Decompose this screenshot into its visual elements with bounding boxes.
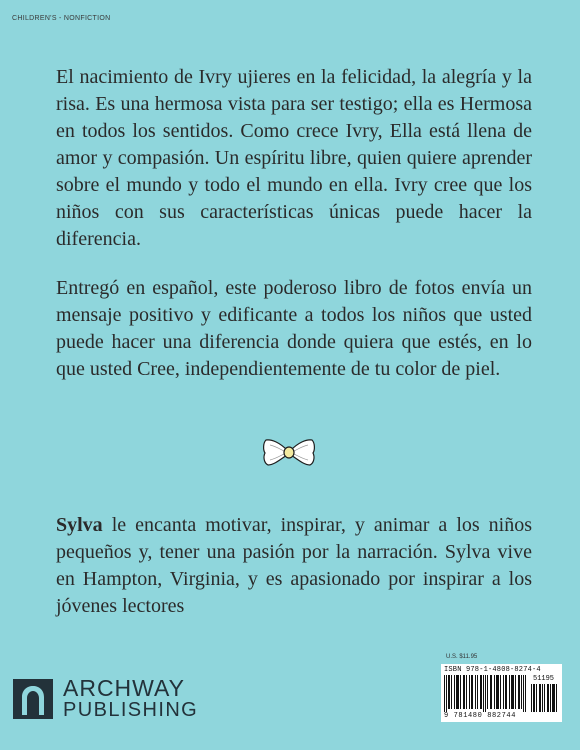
price-barcode-bars	[531, 684, 558, 712]
price-label: U.S. $11.95	[446, 654, 478, 660]
blurb-paragraph-2: Entregó en español, este poderoso libro de fotos envía un mensaje positivo y edificante a todos los niños que usted puede hacer una diferencia donde quiera que estés, en lo que usted Cree, independientemente de tu color de piel.	[56, 277, 532, 380]
blurb-paragraph-1: El nacimiento de Ivry ujieres en la felicidad, la alegría y la risa. Es una hermosa vista para ser testigo; ella es Hermosa en todos los sentidos. Como crece Ivry, Ella está llena de amor y compasión. Un espíritu libre, quien quiere aprender sobre el mundo y todo el mundo en ella. Ivry cree que los niños con sus características únicas puede hacer la diferencia.	[56, 66, 532, 250]
ean-barcode-bars	[444, 675, 528, 712]
ean-digits: 9 781480 882744	[444, 712, 517, 720]
author-bio	[56, 512, 532, 620]
author-name: Sylva	[56, 514, 103, 536]
isbn-label: ISBN 978-1-4808-8274-4	[444, 666, 541, 674]
bow-tie-icon	[262, 437, 316, 467]
archway-logo-icon	[13, 679, 53, 719]
publisher-logo	[13, 677, 198, 721]
publisher-name-line1: ARCHWAY	[63, 675, 185, 701]
publisher-name-line2: PUBLISHING	[63, 699, 199, 721]
price-code: 51195	[533, 675, 555, 683]
author-bio-text: le encanta motivar, inspirar, y animar a los niños pequeños y, tener una pasión por la narración. Sylva vive en Hampton, Virginia, y es apasionado por inspirar a los jóvenes lectores	[56, 514, 532, 617]
category-label: CHILDREN'S - NONFICTION	[12, 15, 111, 22]
barcode	[441, 664, 562, 722]
